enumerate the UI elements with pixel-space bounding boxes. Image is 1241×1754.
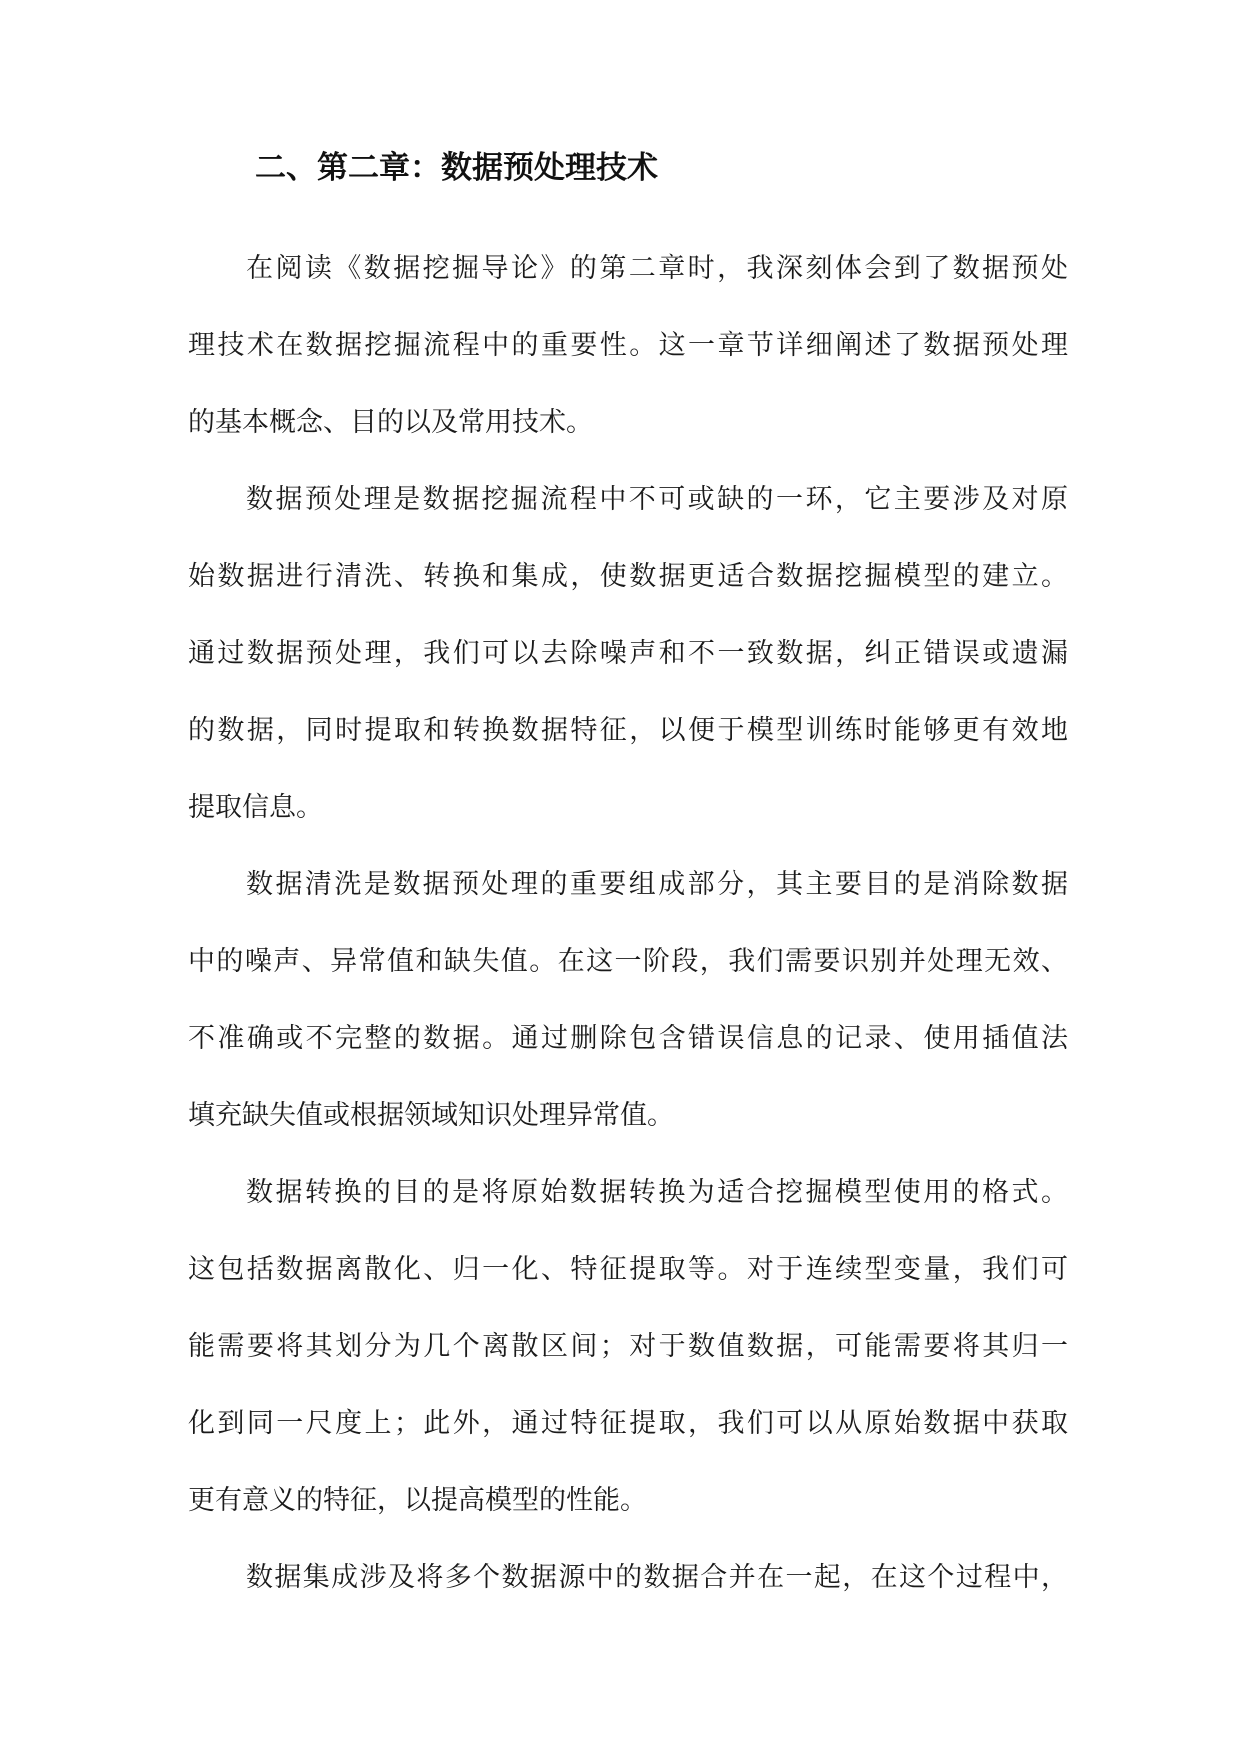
paragraph-line: 数据转换的目的是将原始数据转换为适合挖掘模型使用的格式。 [246, 1177, 1068, 1208]
paragraph-line: 这包括数据离散化、归一化、特征提取等。对于连续型变量，我们可 [188, 1254, 1068, 1285]
paragraph-line: 的基本概念、目的以及常用技术。 [188, 407, 593, 438]
paragraph-transformation [188, 1154, 1068, 1539]
paragraph-line: 的数据，同时提取和转换数据特征，以便于模型训练时能够更有效地 [188, 715, 1068, 746]
paragraph-intro [188, 230, 1068, 461]
paragraph-line: 中的噪声、异常值和缺失值。在这一阶段，我们需要识别并处理无效、 [188, 946, 1068, 977]
paragraph-line: 不准确或不完整的数据。通过删除包含错误信息的记录、使用插值法 [188, 1023, 1068, 1054]
paragraph-line: 化到同一尺度上；此外，通过特征提取，我们可以从原始数据中获取 [188, 1408, 1068, 1439]
paragraph-line: 通过数据预处理，我们可以去除噪声和不一致数据，纠正错误或遗漏 [188, 638, 1068, 669]
body-text [188, 230, 1068, 1616]
paragraph-line: 理技术在数据挖掘流程中的重要性。这一章节详细阐述了数据预处理 [188, 330, 1068, 361]
paragraph-line: 数据集成涉及将多个数据源中的数据合并在一起，在这个过程中， [246, 1562, 1068, 1593]
paragraph-line: 数据预处理是数据挖掘流程中不可或缺的一环，它主要涉及对原 [246, 484, 1068, 515]
paragraph-line: 能需要将其划分为几个离散区间；对于数值数据，可能需要将其归一 [188, 1331, 1068, 1362]
paragraph-integration [188, 1539, 1068, 1616]
paragraph-line: 数据清洗是数据预处理的重要组成部分，其主要目的是消除数据 [246, 869, 1068, 900]
chapter-heading: 二、第二章：数据预处理技术 [255, 150, 658, 186]
paragraph-line: 始数据进行清洗、转换和集成，使数据更适合数据挖掘模型的建立。 [188, 561, 1068, 592]
paragraph-line: 提取信息。 [188, 792, 323, 823]
paragraph-line: 填充缺失值或根据领域知识处理异常值。 [188, 1100, 674, 1131]
paragraph-cleaning [188, 846, 1068, 1154]
paragraph-preprocessing [188, 461, 1068, 846]
paragraph-line: 在阅读《数据挖掘导论》的第二章时，我深刻体会到了数据预处 [246, 253, 1068, 284]
paragraph-line: 更有意义的特征，以提高模型的性能。 [188, 1485, 647, 1516]
